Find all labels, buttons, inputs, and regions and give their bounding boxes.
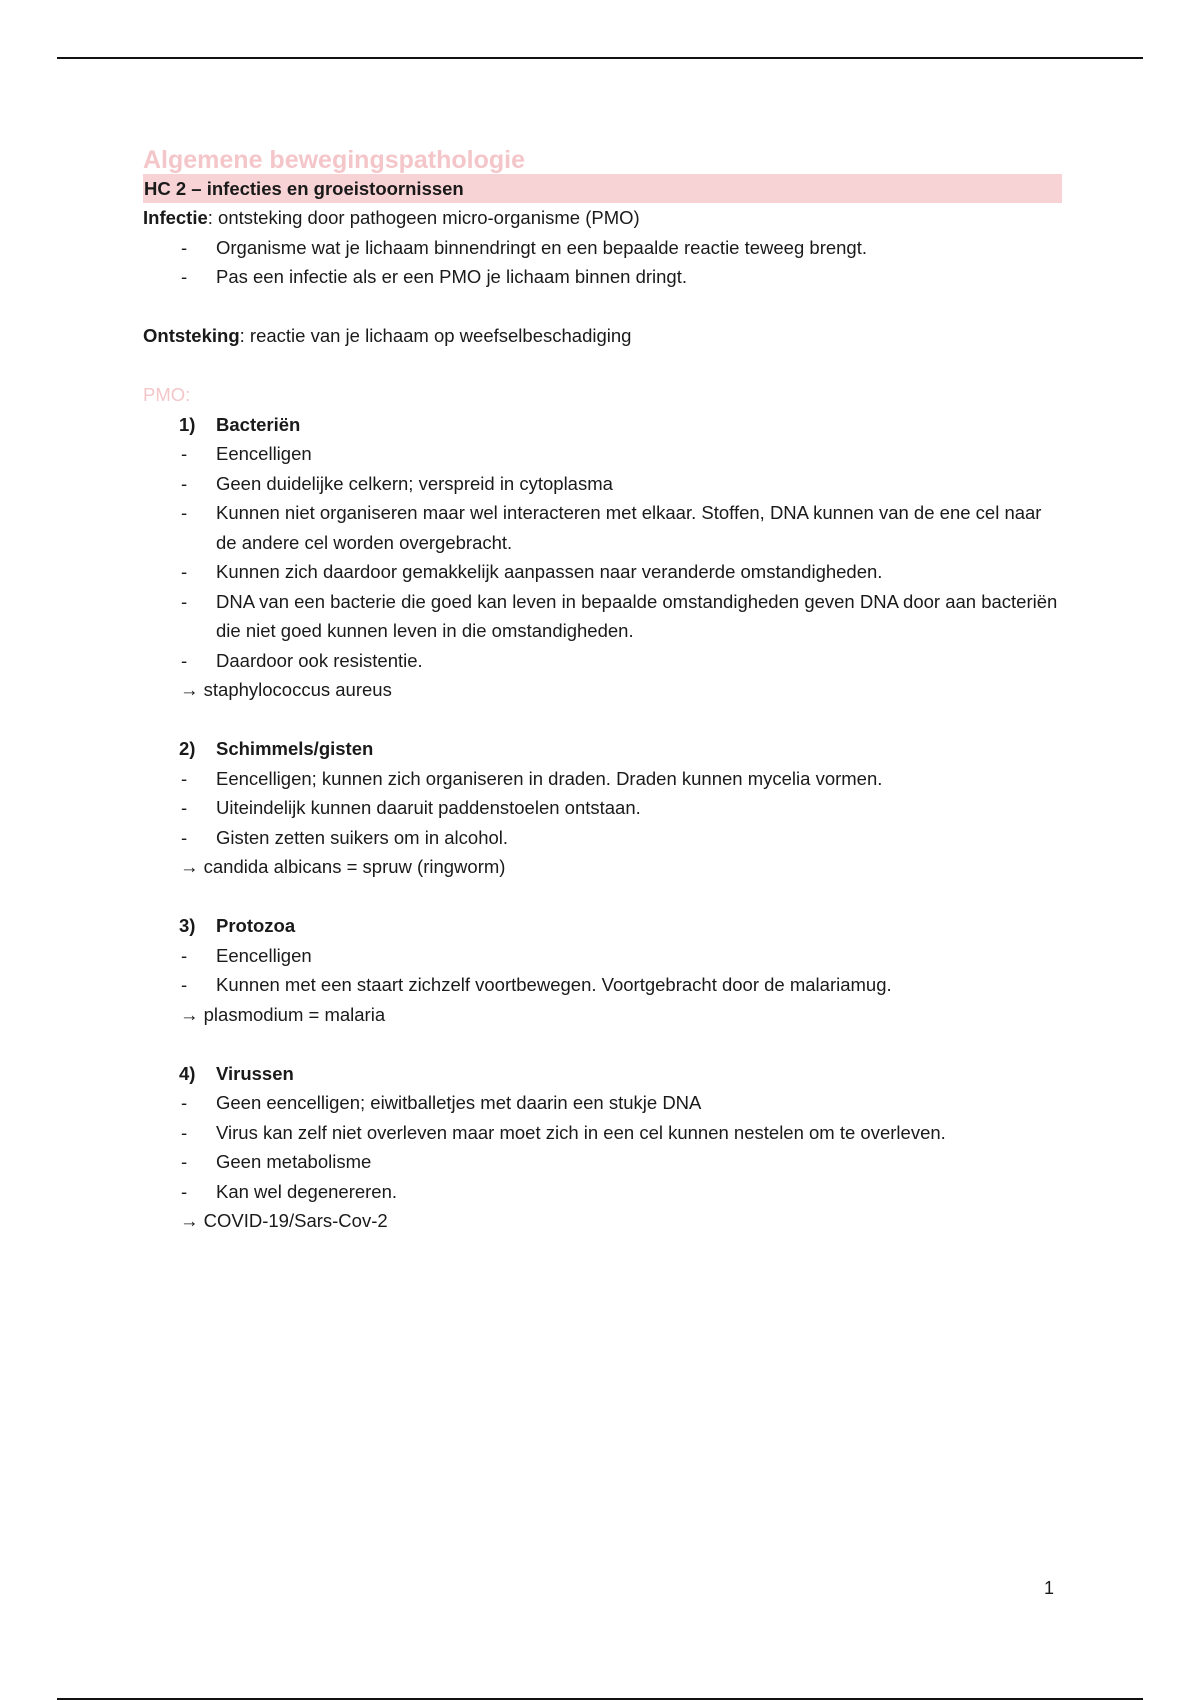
ontsteking-term: Ontsteking	[143, 325, 240, 346]
header-rule	[57, 57, 1143, 59]
ontsteking-definition	[143, 321, 1061, 351]
list-item-text: Daardoor ook resistentie.	[216, 649, 423, 671]
section-number: 1)	[179, 413, 196, 435]
list-item-text: Geen duidelijke celkern; verspreid in cytoplasma	[216, 472, 613, 494]
dash-bullet: -	[181, 443, 188, 464]
example-line: → plasmodium = malaria	[180, 1003, 386, 1025]
infectie-definition-text: : ontsteking door pathogeen micro-organisme (PMO)	[207, 207, 640, 228]
section-heading	[143, 911, 1061, 941]
dash-bullet: -	[181, 502, 188, 523]
section-heading	[143, 1059, 1061, 1089]
list-item	[143, 498, 1061, 557]
example-line: → staphylococcus aureus	[180, 679, 392, 700]
spacer	[143, 292, 1061, 322]
section-title: Bacteriën	[216, 413, 301, 435]
section-title: Virussen	[216, 1062, 294, 1084]
lecture-heading: HC 2 – infecties en groeistoornissen	[143, 174, 1062, 203]
example-line: → COVID-19/Sars-Cov-2	[180, 1210, 388, 1231]
list-item-text: Kunnen zich daardoor gemakkelijk aanpassen naar veranderde omstandigheden.	[216, 561, 883, 582]
section-number: 3)	[179, 915, 196, 936]
list-item	[143, 1147, 1061, 1177]
dash-bullet: -	[181, 1121, 188, 1143]
list-item-text: Eencelligen	[216, 944, 312, 966]
dash-bullet: -	[181, 1092, 188, 1113]
dash-bullet: -	[181, 561, 188, 582]
infectie-definition	[143, 203, 1061, 233]
list-item-text: Geen eencelligen; eiwitballetjes met daarin een stukje DNA	[216, 1092, 702, 1113]
list-item	[143, 970, 1061, 1000]
list-item-text: Kan wel degenereren.	[216, 1180, 398, 1202]
list-item	[143, 587, 1061, 646]
list-item	[143, 1088, 1061, 1118]
list-item	[143, 764, 1061, 794]
page-number: 1	[1044, 1578, 1055, 1598]
spacer	[143, 705, 1061, 735]
list-item-text: Kunnen met een staart zichzelf voortbewegen. Voortgebracht door de malariamug.	[216, 974, 892, 995]
list-item-text: Pas een infectie als er een PMO je lichaam binnen dringt.	[216, 266, 687, 287]
list-item	[143, 941, 1061, 971]
document-title: Algemene bewegingspathologie	[143, 146, 525, 174]
list-item	[143, 646, 1061, 676]
spacer	[143, 882, 1061, 912]
dash-bullet: -	[181, 797, 188, 818]
list-item	[143, 823, 1061, 853]
list-item	[143, 469, 1061, 499]
section-heading	[143, 734, 1061, 764]
section-title: Protozoa	[216, 915, 296, 936]
section-title: Schimmels/gisten	[216, 738, 374, 759]
list-item-text: Organisme wat je lichaam binnendringt en een bepaalde reactie teweeg brengt.	[216, 236, 867, 258]
list-item	[143, 233, 1061, 263]
dash-bullet: -	[181, 590, 188, 612]
dash-bullet: -	[181, 236, 188, 258]
spacer	[143, 1029, 1061, 1059]
list-item	[143, 1118, 1061, 1148]
list-item-text: DNA van een bacterie die goed kan leven in bepaalde omstandigheden geven DNA door aan bacteriën die niet goed kunnen leven in die omstandigheden.	[216, 590, 1058, 641]
dash-bullet: -	[181, 1151, 188, 1172]
dash-bullet: -	[181, 974, 188, 995]
list-item-text: Geen metabolisme	[216, 1151, 372, 1172]
example-line: → candida albicans = spruw (ringworm)	[180, 856, 506, 877]
list-item	[143, 557, 1061, 587]
dash-bullet: -	[181, 1180, 188, 1202]
list-item	[143, 439, 1061, 469]
dash-bullet: -	[181, 649, 188, 671]
pmo-label: PMO:	[143, 384, 191, 405]
list-item	[143, 1177, 1061, 1207]
section-number: 2)	[179, 738, 196, 759]
dash-bullet: -	[181, 266, 188, 287]
list-item-text: Uiteindelijk kunnen daaruit paddenstoelen ontstaan.	[216, 797, 641, 818]
list-item-text: Eencelligen; kunnen zich organiseren in draden. Draden kunnen mycelia vormen.	[216, 767, 883, 789]
dash-bullet: -	[181, 944, 188, 966]
infectie-term: Infectie	[143, 207, 208, 228]
document-body	[143, 142, 1061, 1236]
list-item-text: Kunnen niet organiseren maar wel interacteren met elkaar. Stoffen, DNA kunnen van de ene cel naar de andere cel worden overgebracht.	[216, 502, 1042, 553]
dash-bullet: -	[181, 472, 188, 494]
list-item	[143, 262, 1061, 292]
section-heading	[143, 410, 1061, 440]
list-item-text: Virus kan zelf niet overleven maar moet zich in een cel kunnen nestelen om te overleven.	[216, 1121, 946, 1143]
list-item-text: Gisten zetten suikers om in alcohol.	[216, 826, 509, 848]
list-item	[143, 793, 1061, 823]
ontsteking-definition-text: : reactie van je lichaam op weefselbeschadiging	[239, 325, 632, 346]
section-number: 4)	[179, 1062, 196, 1084]
list-item-text: Eencelligen	[216, 443, 312, 464]
dash-bullet: -	[181, 826, 188, 848]
dash-bullet: -	[181, 767, 188, 789]
spacer	[143, 351, 1061, 381]
